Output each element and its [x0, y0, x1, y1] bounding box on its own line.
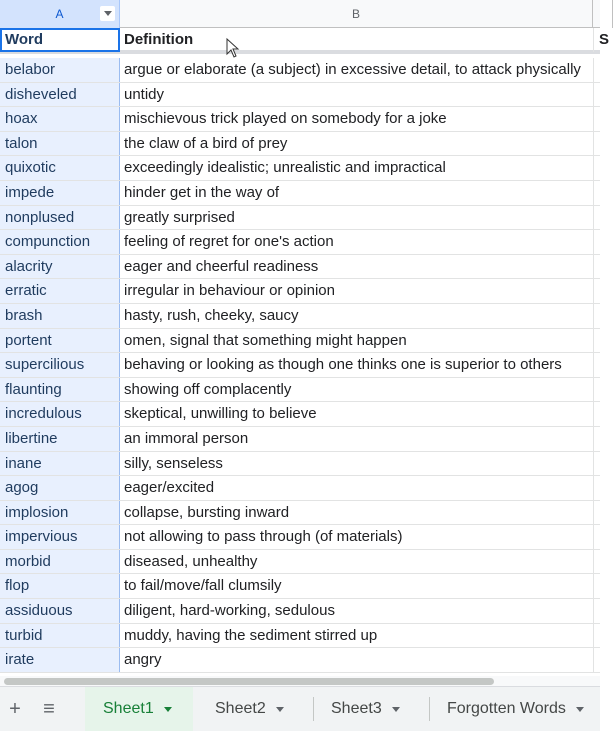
header-cell-c[interactable]: S: [593, 28, 613, 52]
table-row: [0, 156, 600, 181]
empty-cell[interactable]: [593, 476, 613, 500]
empty-cell[interactable]: [593, 353, 613, 377]
tab-sheet1-chevron-down-icon[interactable]: [164, 707, 172, 712]
empty-cell[interactable]: [593, 279, 613, 303]
definition-cell[interactable]: hinder get in the way of: [124, 183, 280, 201]
definition-cell[interactable]: exceedingly idealistic; unrealistic and impractical: [124, 159, 446, 177]
column-menu-dropdown-icon[interactable]: [100, 6, 115, 21]
word-cell[interactable]: libertine: [0, 427, 120, 451]
tab-sheet2-chevron-down-icon[interactable]: [276, 707, 284, 712]
definition-cell[interactable]: irregular in behaviour or opinion: [124, 282, 335, 300]
header-row: [0, 28, 610, 54]
definition-cell[interactable]: hasty, rush, cheeky, saucy: [124, 306, 299, 324]
definition-cell[interactable]: to fail/move/fall clumsily: [124, 577, 282, 595]
table-row: [0, 574, 600, 599]
add-sheet-button[interactable]: +: [9, 697, 21, 720]
empty-cell[interactable]: [593, 181, 613, 205]
table-row: [0, 329, 600, 354]
definition-cell[interactable]: mischievous trick played on somebody for a joke: [124, 110, 447, 128]
table-row: [0, 402, 600, 427]
column-b-label: B: [351, 7, 360, 21]
table-row: [0, 206, 600, 231]
definition-cell[interactable]: eager/excited: [124, 479, 215, 497]
table-row: [0, 378, 600, 403]
empty-cell[interactable]: [593, 599, 613, 623]
definition-cell[interactable]: untidy: [124, 85, 165, 103]
empty-cell[interactable]: [593, 58, 613, 82]
word-cell[interactable]: hoax: [0, 107, 120, 131]
empty-cell[interactable]: [593, 156, 613, 180]
word-cell[interactable]: disheveled: [0, 83, 120, 107]
empty-cell[interactable]: [593, 452, 613, 476]
word-cell[interactable]: alacrity: [0, 255, 120, 279]
empty-cell[interactable]: [593, 648, 613, 672]
tab-sheet3[interactable]: [317, 687, 425, 731]
table-row: [0, 304, 600, 329]
word-cell[interactable]: portent: [0, 329, 120, 353]
word-cell[interactable]: impervious: [0, 525, 120, 549]
tab-forgotten-words-chevron-down-icon[interactable]: [576, 707, 584, 712]
word-cell[interactable]: supercilious: [0, 353, 120, 377]
definition-cell[interactable]: diligent, hard-working, sedulous: [124, 602, 335, 620]
tab-sheet3-chevron-down-icon[interactable]: [392, 707, 400, 712]
tab-divider: [313, 697, 314, 721]
table-row: [0, 476, 600, 501]
tab-divider: [429, 697, 430, 721]
definition-cell[interactable]: eager and cheerful readiness: [124, 257, 319, 275]
table-row: [0, 525, 600, 550]
empty-cell[interactable]: [593, 402, 613, 426]
empty-cell[interactable]: [593, 304, 613, 328]
word-cell[interactable]: flop: [0, 574, 120, 598]
empty-cell[interactable]: [593, 255, 613, 279]
empty-cell[interactable]: [593, 329, 613, 353]
empty-cell[interactable]: [593, 132, 613, 156]
empty-cell[interactable]: [593, 501, 613, 525]
table-row: [0, 58, 600, 83]
word-cell[interactable]: talon: [0, 132, 120, 156]
tab-sheet1-label: Sheet1: [103, 700, 154, 717]
mouse-pointer-icon: [226, 38, 240, 58]
word-cell[interactable]: agog: [0, 476, 120, 500]
empty-cell[interactable]: [593, 83, 613, 107]
column-header-a[interactable]: [0, 0, 120, 28]
definition-cell[interactable]: showing off complacently: [124, 380, 292, 398]
tab-sheet3-label: Sheet3: [331, 700, 382, 717]
word-cell[interactable]: implosion: [0, 501, 120, 525]
table-row: [0, 599, 600, 624]
definition-cell[interactable]: greatly surprised: [124, 208, 235, 226]
table-row: [0, 83, 600, 108]
word-cell[interactable]: quixotic: [0, 156, 120, 180]
empty-cell[interactable]: [593, 550, 613, 574]
empty-cell[interactable]: [593, 525, 613, 549]
tab-sheet2-label: Sheet2: [215, 700, 266, 717]
table-row: [0, 132, 600, 157]
tab-forgotten-words[interactable]: [433, 687, 613, 731]
table-row: [0, 648, 600, 673]
empty-cell[interactable]: [593, 378, 613, 402]
header-cell-word[interactable]: Word: [0, 28, 120, 52]
definition-cell[interactable]: silly, senseless: [124, 454, 223, 472]
word-cell[interactable]: erratic: [0, 279, 120, 303]
definition-cell[interactable]: skeptical, unwilling to believe: [124, 405, 317, 423]
definition-cell[interactable]: omen, signal that something might happen: [124, 331, 407, 349]
tab-forgotten-words-label: Forgotten Words: [447, 700, 566, 717]
definition-cell[interactable]: an immoral person: [124, 429, 249, 447]
word-cell[interactable]: incredulous: [0, 402, 120, 426]
word-cell[interactable]: belabor: [0, 58, 120, 82]
empty-cell[interactable]: [593, 107, 613, 131]
word-cell[interactable]: assiduous: [0, 599, 120, 623]
definition-cell[interactable]: feeling of regret for one's action: [124, 233, 334, 251]
column-headers: [0, 0, 600, 28]
word-cell[interactable]: brash: [0, 304, 120, 328]
sheet-tab-bar: [0, 686, 600, 731]
word-cell[interactable]: impede: [0, 181, 120, 205]
tab-sheet2[interactable]: [201, 687, 309, 731]
table-row: [0, 107, 600, 132]
empty-cell[interactable]: [593, 624, 613, 648]
table-row: [0, 255, 600, 280]
definition-cell[interactable]: not allowing to pass through (of materials): [124, 528, 403, 546]
column-a-label: A: [55, 7, 64, 21]
horizontal-scrollbar-thumb[interactable]: [4, 678, 494, 685]
definition-cell[interactable]: behaving or looking as though one thinks one is superior to others: [124, 356, 562, 374]
word-cell[interactable]: compunction: [0, 230, 120, 254]
word-cell[interactable]: inane: [0, 452, 120, 476]
table-row: [0, 501, 600, 526]
empty-cell[interactable]: [593, 574, 613, 598]
all-sheets-list-icon[interactable]: ≡: [43, 697, 55, 720]
empty-cell[interactable]: [593, 427, 613, 451]
empty-cell[interactable]: [593, 206, 613, 230]
definition-cell[interactable]: angry: [124, 651, 162, 669]
table-row: [0, 279, 600, 304]
empty-cell[interactable]: [593, 230, 613, 254]
table-row: [0, 181, 600, 206]
horizontal-scrollbar[interactable]: [0, 676, 600, 686]
table-row: [0, 230, 600, 255]
table-row: [0, 624, 600, 649]
word-cell[interactable]: turbid: [0, 624, 120, 648]
definition-cell[interactable]: argue or elaborate (a subject) in excessive detail, to attack physically: [124, 61, 581, 78]
definition-cell[interactable]: muddy, having the sediment stirred up: [124, 626, 378, 644]
table-row: [0, 427, 600, 452]
table-row: [0, 550, 600, 575]
definition-cell[interactable]: diseased, unhealthy: [124, 552, 258, 570]
tab-sheet1[interactable]: [85, 687, 193, 731]
word-cell[interactable]: irate: [0, 648, 120, 672]
column-header-c[interactable]: [593, 0, 613, 28]
definition-cell[interactable]: the claw of a bird of prey: [124, 134, 288, 152]
data-rows: [0, 58, 600, 673]
word-cell[interactable]: nonplused: [0, 206, 120, 230]
table-row: [0, 452, 600, 477]
definition-cell[interactable]: collapse, bursting inward: [124, 503, 290, 521]
word-cell[interactable]: flaunting: [0, 378, 120, 402]
column-header-b[interactable]: [120, 0, 593, 28]
table-row: [0, 353, 600, 378]
header-cell-definition[interactable]: Definition: [124, 31, 194, 48]
word-cell[interactable]: morbid: [0, 550, 120, 574]
